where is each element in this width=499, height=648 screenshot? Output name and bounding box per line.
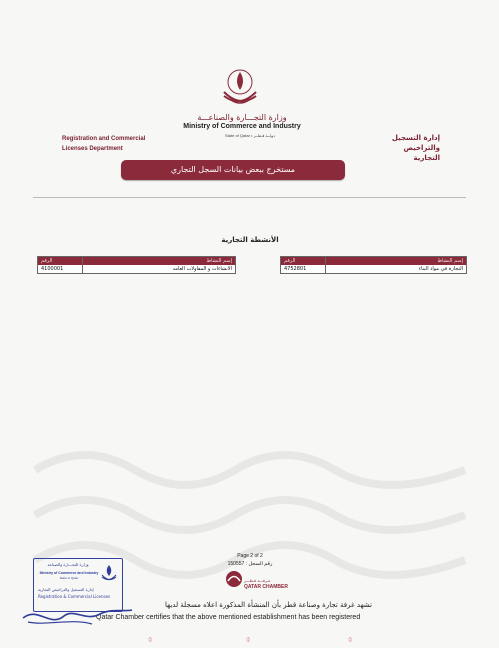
ministry-name-arabic: وزارة التجـــارة والصناعـــة xyxy=(197,113,287,122)
header-divider xyxy=(33,197,466,198)
stamp-text: إدارة التسجيل والتراخيص التجارية xyxy=(38,587,94,592)
department-arabic-line2: والتراخيص التجارية xyxy=(403,144,440,162)
column-header-number: الرقم xyxy=(281,257,326,265)
table-row xyxy=(38,265,235,273)
stamp-text: Ministry of Commerce and Industry xyxy=(39,571,99,575)
table-header xyxy=(38,257,235,265)
department-arabic-line1: إدارة التسجيل xyxy=(391,134,440,142)
stamp-emblem-icon xyxy=(100,563,118,583)
page-mark: ᛰ xyxy=(348,636,353,644)
table-header xyxy=(281,257,466,265)
stamp-text: State of Qatar xyxy=(59,576,79,580)
certification-arabic: تشهد غرفة تجارة وصناعة قطر بأن المنشأة المذكورة اعلاه مسجلة لديها xyxy=(164,601,372,609)
chamber-name-arabic: غـرفـــة قـطـــر xyxy=(244,578,271,583)
column-header-number: الرقم xyxy=(38,257,83,265)
department-arabic xyxy=(380,133,440,163)
document-title-banner: مستخرج ببعض بيانات السجل التجاري xyxy=(121,160,345,180)
state-of-qatar: State of Qatar • دولــة قـطــر xyxy=(225,133,275,138)
section-title-commercial-activities: الأنشطة التجارية xyxy=(221,236,279,244)
page-mark: ᛰ xyxy=(148,636,153,644)
activities-table-right xyxy=(280,256,467,274)
column-header-activity-name: إسم النشاط xyxy=(206,258,232,264)
registration-number: رقم السجل : 150557 xyxy=(227,561,273,567)
column-header-activity-name: إسم النشاط xyxy=(437,258,463,264)
department-english xyxy=(62,134,172,154)
table-row xyxy=(281,265,466,273)
activity-number: 4100001 xyxy=(38,265,83,273)
activities-table-left xyxy=(37,256,236,274)
stamp-text: Registration & Commercial Licenses xyxy=(38,594,111,599)
page-mark: ᛰ xyxy=(246,636,251,644)
page-number: Page 2 of 2 xyxy=(237,553,263,559)
department-english-line1: Registration and Commercial xyxy=(62,136,146,142)
activity-name: التجارة في مواد البناء xyxy=(418,266,463,272)
activity-number: 4752801 xyxy=(281,265,326,273)
ministry-name-english: Ministry of Commerce and Industry xyxy=(183,123,301,130)
qatar-emblem-icon xyxy=(218,62,262,112)
signature-icon xyxy=(20,600,135,630)
activity-name: الانشاءات و المقاولات العامه xyxy=(172,266,232,272)
certification-english: Qatar Chamber certifies that the above mentioned establishment has been registered xyxy=(96,614,361,621)
department-english-line2: Licenses Department xyxy=(62,146,123,152)
stamp-text: وزارة التجـــارة والصناعة xyxy=(47,562,89,567)
chamber-name-english: QATAR CHAMBER xyxy=(244,584,288,590)
